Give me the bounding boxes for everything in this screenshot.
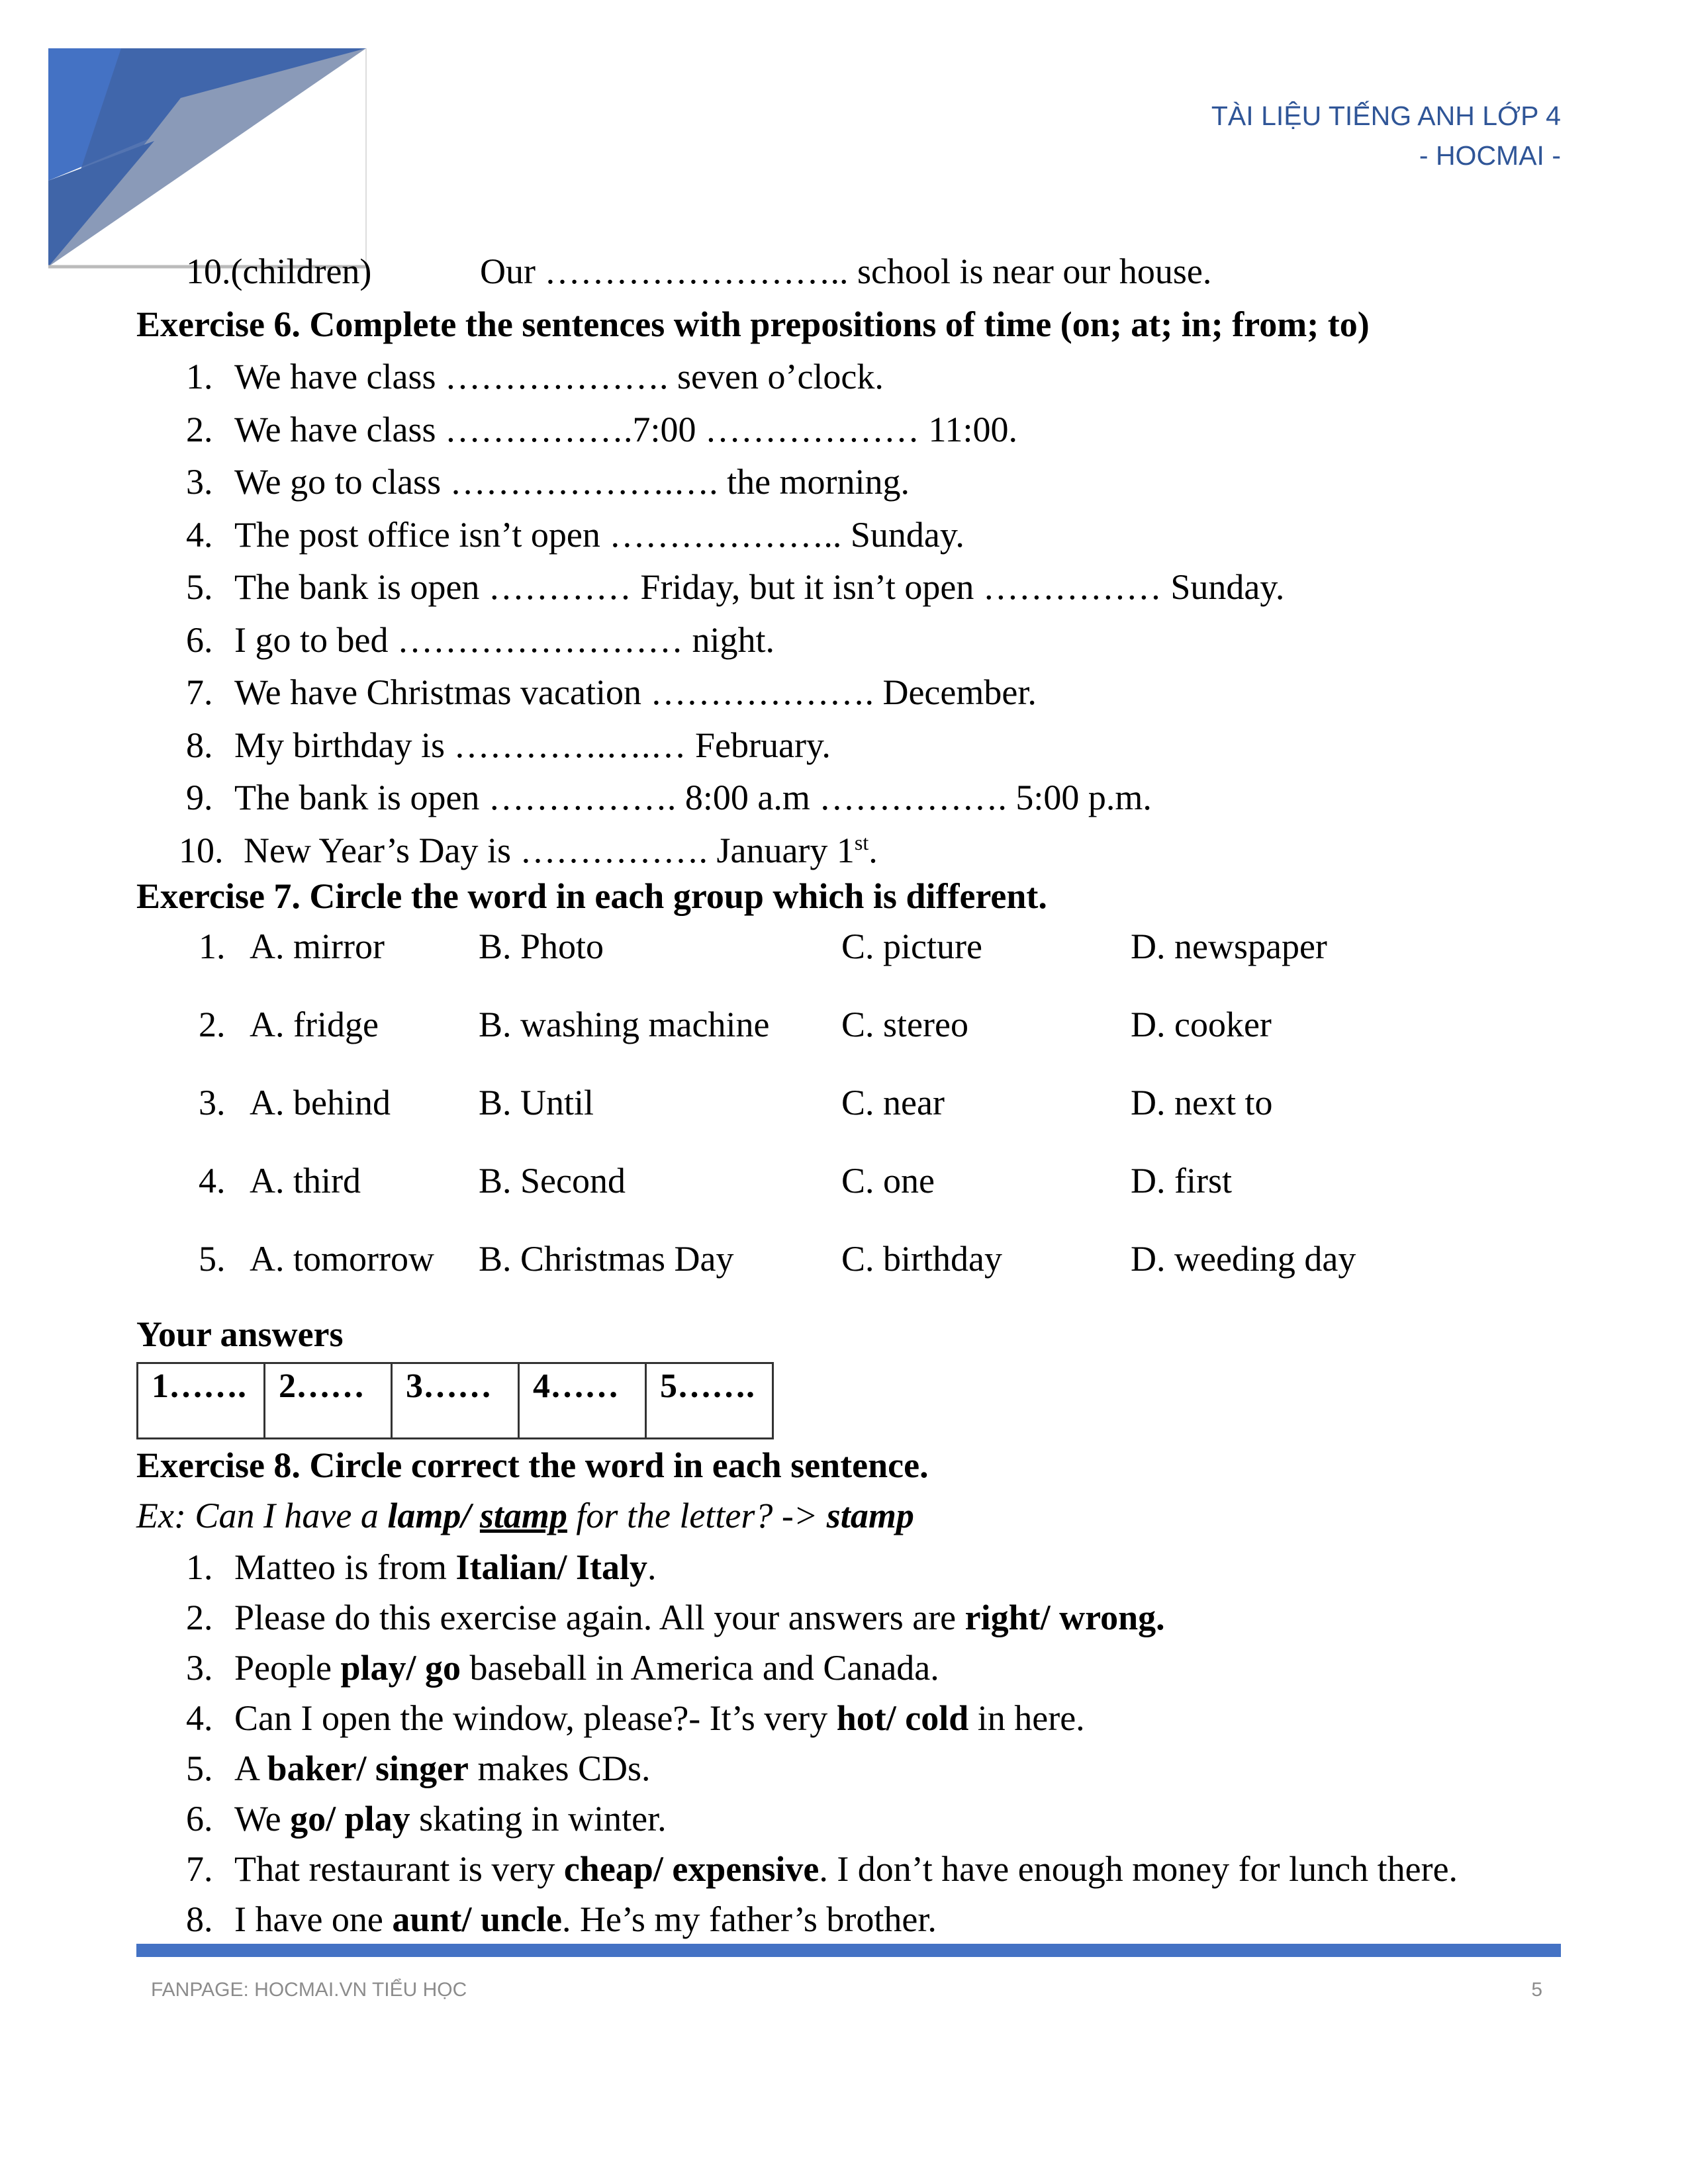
answer-cell[interactable]: 2…… [265,1363,392,1439]
word-choice[interactable]: play/ go [340,1648,461,1688]
prev-item-text: Our …………………….. school is near our house. [480,251,1212,291]
sentence: I go to bed …………………… night. [234,619,774,660]
answer-cell[interactable]: 3…… [392,1363,519,1439]
sentence-text: New Year’s Day is ……………. January 1 [244,830,855,870]
option-c: C. stereo [841,1005,968,1044]
list-number: 7. [186,672,213,712]
sentence-post: in here. [968,1698,1085,1738]
sentence-post: skating in winter. [410,1799,667,1839]
sentence-post: makes CDs. [469,1749,651,1788]
list-number: 1. [186,1547,213,1587]
sentence [234,1596,1165,1639]
sentence-pre: That restaurant is very [234,1849,564,1889]
list-number: 2. [186,1598,213,1637]
question-number: 5. [199,1239,226,1279]
list-number: 8. [186,1899,213,1939]
list-number: 4. [186,514,213,555]
option-d: D. cooker [1131,1005,1272,1044]
example-answer: stamp [826,1496,914,1535]
option-a: A. third [250,1161,361,1201]
list-number: 5. [186,1749,213,1788]
option-b: B. Christmas Day [479,1239,734,1279]
option-a: A. fridge [250,1005,379,1044]
header-subtitle: - HOCMAI - [1419,140,1561,171]
option-b: B. Until [479,1083,594,1122]
example-option-2: stamp [479,1496,567,1535]
sentence: We have Christmas vacation ………………. December. [234,672,1037,712]
word-choice[interactable]: Italian/ Italy [455,1547,647,1587]
sentence-post: baseball in America and Canada. [461,1648,939,1688]
option-c: C. picture [841,927,982,966]
sentence [234,1647,939,1689]
list-number: 10. [179,830,224,870]
answers-table [136,1362,774,1439]
answer-cell[interactable]: 4…… [519,1363,646,1439]
header-title: TÀI LIỆU TIẾNG ANH LỚP 4 [1211,101,1561,131]
example-option-1: lamp/ [387,1496,480,1535]
example-mid: for the letter? -> [567,1496,827,1535]
sentence: My birthday is ………….….… February. [234,725,831,765]
sentence: We have class ………………. seven o’clock. [234,357,884,396]
option-c: C. near [841,1083,945,1122]
option-a: A. tomorrow [250,1239,434,1279]
page-number: 5 [1531,1979,1542,2001]
sentence-post: . He’s my father’s brother. [561,1899,937,1939]
option-a: A. behind [250,1083,391,1122]
example-pre: Ex: Can I have a [136,1496,388,1535]
sentence: We go to class ……………….…. the morning. [234,462,910,502]
list-number: 8. [186,725,213,765]
sentence: The post office isn’t open ……………….. Sunday. [234,514,964,555]
superscript: st [854,830,869,854]
option-d: D. first [1131,1161,1232,1201]
option-b: B. Second [479,1161,626,1201]
sentence-pre: A [234,1749,267,1788]
sentence: The bank is open ……………. 8:00 a.m ……………. 5:00 p.m. [234,778,1152,817]
list-number: 3. [186,462,213,502]
question-number: 2. [199,1005,226,1044]
sentence-pre: I have one [234,1899,393,1939]
sentence [234,1898,937,1940]
sentence-pre: People [234,1648,341,1688]
sentence-end: . [868,830,878,870]
sentence-pre: Can I open the window, please?- It’s very [234,1698,837,1738]
answer-cell[interactable]: 5……. [646,1363,773,1439]
option-c: C. birthday [841,1239,1002,1279]
list-number: 7. [186,1849,213,1889]
corner-decoration [48,48,369,270]
word-choice[interactable]: right/ wrong. [964,1598,1165,1637]
option-b: B. Photo [479,927,604,966]
word-choice[interactable]: cheap/ expensive [563,1849,820,1889]
question-number: 1. [199,927,226,966]
option-d: D. weeding day [1131,1239,1356,1279]
sentence-post: . [647,1547,657,1587]
list-number: 1. [186,357,213,396]
sentence [234,1747,651,1790]
prev-item-label: 10.(children) [186,251,372,291]
word-choice[interactable]: go/ play [290,1799,410,1839]
sentence-post: . I don’t have enough money for lunch there. [819,1849,1458,1889]
exercise-8-title: Exercise 8. Circle correct the word in each sentence. [136,1445,929,1485]
sentence [234,1697,1085,1739]
sentence-pre: Please do this exercise again. All your answers are [234,1598,965,1637]
list-number: 2. [186,409,213,449]
footer-bar [136,1944,1561,1957]
exercise-8-example [136,1494,914,1537]
question-number: 3. [199,1083,226,1122]
sentence-10 [244,829,878,872]
sentence [234,1546,657,1588]
list-number: 5. [186,567,213,607]
footer-fanpage: FANPAGE: HOCMAI.VN TIỂU HỌC [151,1979,467,2001]
sentence-pre: Matteo is from [234,1547,456,1587]
list-number: 4. [186,1698,213,1738]
question-number: 4. [199,1161,226,1201]
list-number: 9. [186,778,213,817]
word-choice[interactable]: baker/ singer [267,1749,469,1788]
answer-cell[interactable]: 1……. [138,1363,265,1439]
option-a: A. mirror [250,927,385,966]
sentence-pre: We [234,1799,291,1839]
exercise-6-title: Exercise 6. Complete the sentences with prepositions of time (on; at; in; from; to) [136,304,1370,344]
option-d: D. next to [1131,1083,1273,1122]
your-answers-label: Your answers [136,1314,344,1354]
sentence [234,1797,667,1840]
option-d: D. newspaper [1131,927,1327,966]
exercise-7-title: Exercise 7. Circle the word in each group which is different. [136,876,1047,916]
list-number: 3. [186,1648,213,1688]
word-choice[interactable]: aunt/ uncle [392,1899,562,1939]
list-number: 6. [186,619,213,660]
option-c: C. one [841,1161,935,1201]
word-choice[interactable]: hot/ cold [836,1698,969,1738]
option-b: B. washing machine [479,1005,770,1044]
sentence [234,1848,1458,1890]
sentence: The bank is open ………… Friday, but it isn’t open …………… Sunday. [234,567,1285,607]
list-number: 6. [186,1799,213,1839]
sentence: We have class …………….7:00 ……………… 11:00. [234,409,1018,449]
